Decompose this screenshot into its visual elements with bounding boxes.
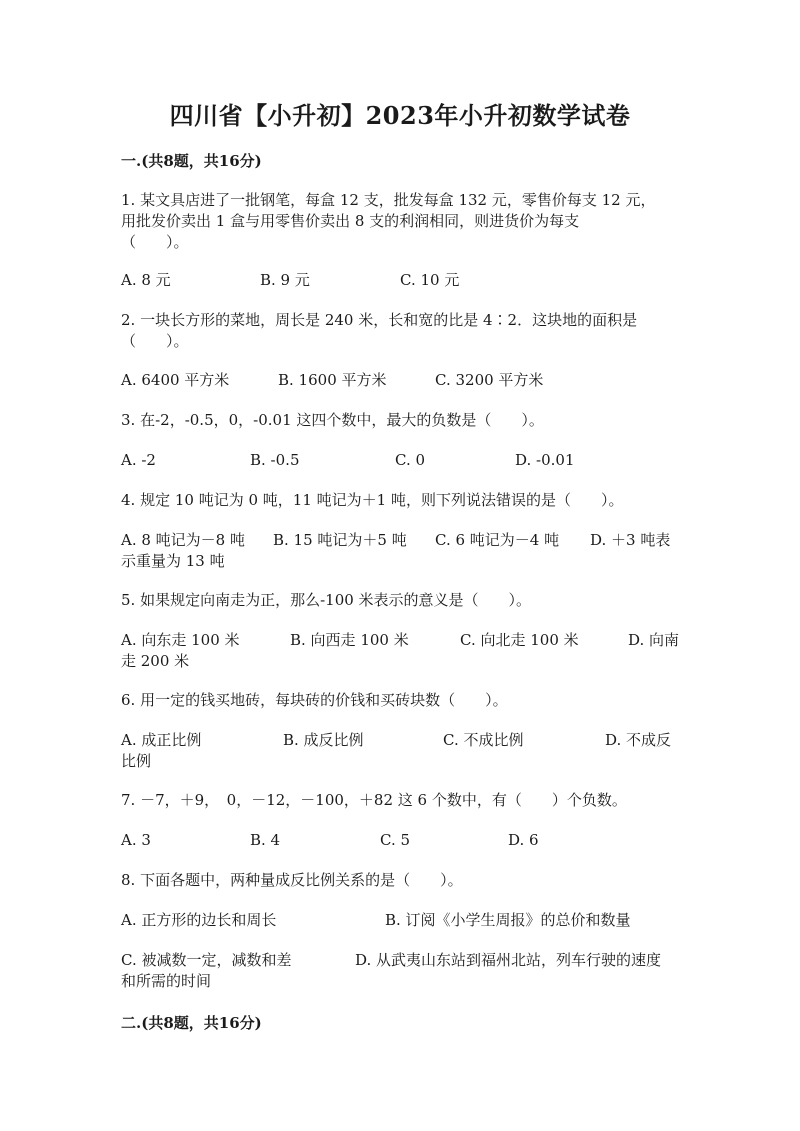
question-4-option-d-continuation: 示重量为 13 吨 (121, 552, 225, 570)
question-4-option-a: A. 8 吨记为－8 吨 (121, 531, 245, 549)
question-3-option-a: A. -2 (121, 451, 156, 469)
question-8-option-c: C. 被减数一定，减数和差 (121, 951, 292, 969)
question-5-line-1: 5. 如果规定向南走为正，那么-100 米表示的意义是（ ）。 (121, 591, 532, 609)
question-8-option-a: A. 正方形的边长和周长 (121, 911, 277, 929)
section-heading-1: 一.(共8题，共16分) (121, 152, 262, 170)
question-6-option-c: C. 不成比例 (443, 731, 524, 749)
section-heading-2: 二.(共8题，共16分) (121, 1014, 262, 1032)
question-3-option-b: B. -0.5 (250, 451, 300, 469)
question-6-option-b: B. 成反比例 (283, 731, 364, 749)
question-1-line-1: 1. 某文具店进了一批钢笔，每盒 12 支，批发每盒 132 元，零售价每支 12 元， (121, 191, 656, 209)
question-1-option-a: A. 8 元 (121, 271, 171, 289)
question-4-option-b: B. 15 吨记为＋5 吨 (273, 531, 407, 549)
question-7-line-1: 7. －7，＋9， 0，－12，－100，＋82 这 6 个数中，有（ ）个负数。 (121, 791, 627, 809)
question-1-line-2: 用批发价卖出 1 盒与用零售价卖出 8 支的利润相同，则进货价为每支 (121, 212, 580, 230)
question-8-option-b: B. 订阅《小学生周报》的总价和数量 (385, 911, 631, 929)
question-3-option-d: D. -0.01 (515, 451, 575, 469)
question-3-option-c: C. 0 (395, 451, 426, 469)
question-7-option-d: D. 6 (508, 831, 539, 849)
question-3-line-1: 3. 在-2，-0.5，0，-0.01 这四个数中，最大的负数是（ ）。 (121, 411, 544, 429)
question-6-option-a: A. 成正比例 (121, 731, 202, 749)
question-8-line-1: 8. 下面各题中，两种量成反比例关系的是（ ）。 (121, 871, 463, 889)
question-7-option-b: B. 4 (250, 831, 281, 849)
question-7-option-a: A. 3 (121, 831, 151, 849)
question-2-line-1: 2. 一块长方形的菜地，周长是 240 米，长和宽的比是 4∶2．这块地的面积是 (121, 311, 638, 329)
question-7-option-c: C. 5 (380, 831, 411, 849)
question-6-option-d-continuation: 比例 (121, 752, 152, 770)
exam-title: 四川省【小升初】2023年小升初数学试卷 (169, 101, 631, 130)
question-5-option-d: D. 向南 (628, 631, 680, 649)
question-2-option-b: B. 1600 平方米 (278, 371, 387, 389)
question-4-line-1: 4. 规定 10 吨记为 0 吨，11 吨记为＋1 吨，则下列说法错误的是（ ）。 (121, 491, 624, 509)
question-2-option-c: C. 3200 平方米 (435, 371, 544, 389)
question-4-option-d: D. ＋3 吨表 (590, 531, 671, 549)
question-2-line-2: （ ）。 (121, 332, 189, 350)
question-6-line-1: 6. 用一定的钱买地砖，每块砖的价钱和买砖块数（ ）。 (121, 691, 508, 709)
question-2-option-a: A. 6400 平方米 (121, 371, 230, 389)
question-1-option-c: C. 10 元 (400, 271, 460, 289)
question-8-option-d: D. 从武夷山东站到福州北站，列车行驶的速度 (355, 951, 662, 969)
question-1-line-3: （ ）。 (121, 233, 189, 251)
question-4-option-c: C. 6 吨记为－4 吨 (435, 531, 560, 549)
question-5-option-a: A. 向东走 100 米 (121, 631, 240, 649)
question-5-option-d-continuation: 走 200 米 (121, 652, 190, 670)
question-1-option-b: B. 9 元 (260, 271, 310, 289)
question-5-option-c: C. 向北走 100 米 (460, 631, 579, 649)
question-6-option-d: D. 不成反 (605, 731, 672, 749)
question-8-option-d-continuation: 和所需的时间 (121, 972, 212, 990)
question-5-option-b: B. 向西走 100 米 (290, 631, 409, 649)
